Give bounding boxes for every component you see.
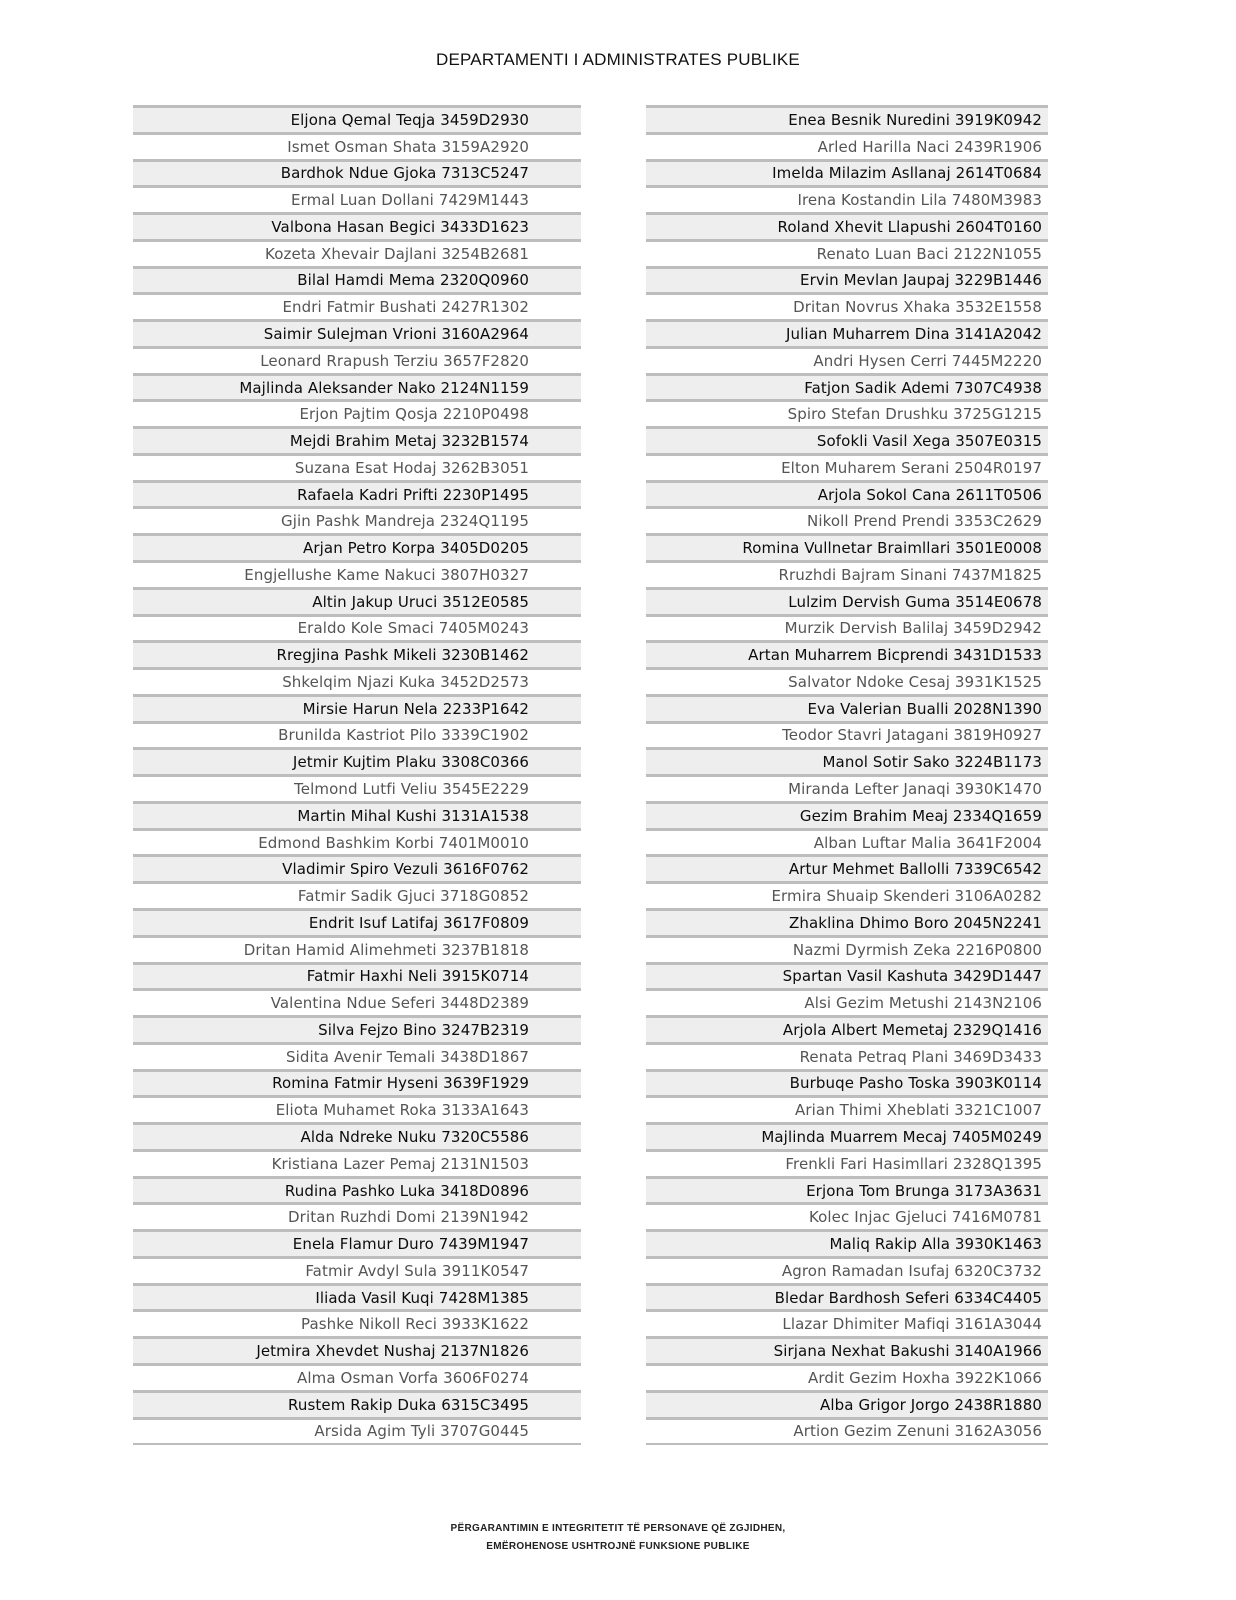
list-row [646,1229,1048,1256]
list-row [133,533,581,560]
person-entry: Pashke Nikoll Reci 3933K1622 [301,1315,529,1334]
list-row [133,1095,581,1122]
right-name-list [646,105,1048,1445]
person-entry: Alban Luftar Malia 3641F2004 [813,833,1042,852]
list-row [133,988,581,1015]
person-entry: Alba Grigor Jorgo 2438R1880 [820,1395,1042,1414]
person-entry: Gezim Brahim Meaj 2334Q1659 [799,806,1042,825]
person-entry: Valentina Ndue Seferi 3448D2389 [270,994,529,1013]
list-row [133,560,581,587]
list-row [133,426,581,453]
person-entry: Bardhok Ndue Gjoka 7313C5247 [280,164,529,183]
person-entry: Eljona Qemal Teqja 3459D2930 [290,110,529,129]
list-row [133,640,581,667]
list-row [646,908,1048,935]
list-row [133,1363,581,1390]
person-entry: Salvator Ndoke Cesaj 3931K1525 [788,672,1042,691]
list-row [646,667,1048,694]
list-row [133,453,581,480]
list-row [133,801,581,828]
person-entry: Shkelqim Njazi Kuka 3452D2573 [282,672,529,691]
list-row [133,935,581,962]
list-row [646,1256,1048,1283]
list-row [646,962,1048,989]
person-entry: Spiro Stefan Drushku 3725G1215 [787,405,1042,424]
person-entry: Alsi Gezim Metushi 2143N2106 [804,994,1042,1013]
list-row [646,533,1048,560]
person-entry: Llazar Dhimiter Mafiqi 3161A3044 [782,1315,1042,1334]
person-entry: Fatmir Haxhi Neli 3915K0714 [306,967,529,986]
list-row [646,1336,1048,1363]
person-entry: Ervin Mevlan Jaupaj 3229B1446 [800,271,1042,290]
list-row [133,1283,581,1310]
list-row [133,747,581,774]
person-entry: Rustem Rakip Duka 6315C3495 [288,1395,529,1414]
person-entry: Miranda Lefter Janaqi 3930K1470 [788,780,1042,799]
list-row [646,1122,1048,1149]
person-entry: Elton Muharem Serani 2504R0197 [781,458,1042,477]
person-entry: Dritan Ruzhdi Domi 2139N1942 [288,1208,529,1227]
person-entry: Lulzim Dervish Guma 3514E0678 [788,592,1042,611]
person-entry: Romina Vullnetar Braimllari 3501E0008 [742,539,1042,558]
list-row [133,1390,581,1417]
person-entry: Rafaela Kadri Prifti 2230P1495 [297,485,529,504]
person-entry: Andri Hysen Cerri 7445M2220 [813,351,1042,370]
list-row [133,319,581,346]
list-row [133,1015,581,1042]
person-entry: Sidita Avenir Temali 3438D1867 [286,1047,529,1066]
list-row [646,239,1048,266]
list-row [646,1417,1048,1444]
page-title: DEPARTAMENTI I ADMINISTRATES PUBLIKE [436,50,800,69]
person-entry: Eraldo Kole Smaci 7405M0243 [297,619,529,638]
person-entry: Nazmi Dyrmish Zeka 2216P0800 [792,940,1042,959]
person-entry: Telmond Lutfi Veliu 3545E2229 [294,780,529,799]
person-entry: Romina Fatmir Hyseni 3639F1929 [272,1074,529,1093]
list-row [646,319,1048,346]
person-entry: Alma Osman Vorfa 3606F0274 [297,1368,529,1387]
person-entry: Bledar Bardhosh Seferi 6334C4405 [774,1288,1042,1307]
list-row [646,587,1048,614]
person-entry: Ardit Gezim Hoxha 3922K1066 [808,1368,1042,1387]
list-row [646,1202,1048,1229]
person-entry: Nikoll Prend Prendi 3353C2629 [807,512,1042,531]
list-row [133,828,581,855]
person-entry: Valbona Hasan Begici 3433D1623 [271,217,529,236]
list-row [646,1069,1048,1096]
list-row [133,239,581,266]
person-entry: Burbuqe Pasho Toska 3903K0114 [789,1074,1042,1093]
list-row [646,747,1048,774]
person-entry: Eva Valerian Bualli 2028N1390 [807,699,1042,718]
person-entry: Rruzhdi Bajram Sinani 7437M1825 [778,565,1042,584]
person-entry: Julian Muharrem Dina 3141A2042 [785,325,1042,343]
list-row [646,640,1048,667]
list-row [133,1069,581,1096]
person-entry: Sirjana Nexhat Bakushi 3140A1966 [773,1342,1042,1361]
list-row [646,935,1048,962]
person-entry: Leonard Rrapush Terziu 3657F2820 [260,351,529,370]
person-entry: Rudina Pashko Luka 3418D0896 [284,1181,529,1200]
person-entry: Brunilda Kastriot Pilo 3339C1902 [278,726,529,745]
list-row [133,1122,581,1149]
list-row [646,614,1048,641]
list-row [133,105,581,132]
person-entry: Renata Petraq Plani 3469D3433 [799,1047,1042,1066]
person-entry: Arjola Albert Memetaj 2329Q1416 [782,1020,1042,1039]
person-entry: Zhaklina Dhimo Boro 2045N2241 [789,913,1042,932]
person-entry: Artur Mehmet Ballolli 7339C6542 [788,860,1042,879]
list-row [646,694,1048,721]
footer-line-2: EMËROHENOSE USHTROJNË FUNKSIONE PUBLIKE [486,1541,750,1552]
person-entry: Maliq Rakip Alla 3930K1463 [829,1235,1042,1254]
person-entry: Mejdi Brahim Metaj 3232B1574 [289,432,529,451]
person-entry: Enela Flamur Duro 7439M1947 [292,1235,529,1254]
list-row [646,506,1048,533]
list-row [133,1309,581,1336]
person-entry: Majlinda Aleksander Nako 2124N1159 [239,378,529,397]
person-entry: Iliada Vasil Kuqi 7428M1385 [315,1288,529,1307]
list-row [646,399,1048,426]
list-row [646,774,1048,801]
person-entry: Altin Jakup Uruci 3512E0585 [312,592,529,611]
list-row [646,185,1048,212]
person-entry: Fatmir Avdyl Sula 3911K0547 [305,1261,529,1280]
list-row [646,1095,1048,1122]
person-entry: Ermal Luan Dollani 7429M1443 [291,191,529,210]
list-row [646,560,1048,587]
person-entry: Murzik Dervish Balilaj 3459D2942 [784,619,1042,638]
person-entry: Arian Thimi Xheblati 3321C1007 [795,1101,1042,1120]
list-row [646,1363,1048,1390]
list-row [646,988,1048,1015]
list-row [133,1336,581,1363]
list-row [133,1256,581,1283]
person-entry: Manol Sotir Sako 3224B1173 [822,753,1042,772]
list-row [133,346,581,373]
list-row [646,1390,1048,1417]
person-entry: Arjan Petro Korpa 3405D0205 [303,539,529,558]
list-row [646,346,1048,373]
person-entry: Renato Luan Baci 2122N1055 [816,244,1042,263]
list-row [133,614,581,641]
list-row [133,721,581,748]
person-entry: Fatmir Sadik Gjuci 3718G0852 [297,887,529,906]
left-name-list [133,105,581,1445]
list-row [133,399,581,426]
list-row [133,1149,581,1176]
list-row [646,426,1048,453]
list-row [646,453,1048,480]
list-row [646,292,1048,319]
person-entry: Kolec Injac Gjeluci 7416M0781 [808,1208,1042,1227]
list-row [646,373,1048,400]
list-row [133,667,581,694]
person-entry: Jetmir Kujtim Plaku 3308C0366 [292,753,529,772]
person-entry: Gjin Pashk Mandreja 2324Q1195 [281,512,529,531]
person-entry: Majlinda Muarrem Mecaj 7405M0249 [761,1127,1042,1146]
person-entry: Arsida Agim Tyli 3707G0445 [314,1422,529,1441]
list-row [646,1176,1048,1203]
list-row [646,881,1048,908]
list-row [133,212,581,239]
list-row [646,132,1048,159]
person-entry: Irena Kostandin Lila 7480M3983 [797,191,1042,210]
list-row [646,828,1048,855]
person-entry: Bilal Hamdi Mema 2320Q0960 [297,271,529,290]
person-entry: Agron Ramadan Isufaj 6320C3732 [781,1261,1042,1280]
person-entry: Ermira Shuaip Skenderi 3106A0282 [771,887,1042,906]
list-row [646,159,1048,186]
list-row [133,132,581,159]
person-entry: Artion Gezim Zenuni 3162A3056 [793,1422,1042,1441]
person-entry: Alda Ndreke Nuku 7320C5586 [300,1127,529,1146]
list-row [133,962,581,989]
list-row [646,1309,1048,1336]
list-row [133,373,581,400]
person-entry: Silva Fejzo Bino 3247B2319 [318,1020,529,1039]
person-entry: Rregjina Pashk Mikeli 3230B1462 [276,646,529,665]
person-entry: Roland Xhevit Llapushi 2604T0160 [777,217,1042,236]
person-entry: Erjona Tom Brunga 3173A3631 [806,1181,1042,1200]
footer-line-1: PËRGARANTIMIN E INTEGRITETIT TË PERSONAVE QË ZGJIDHEN, [450,1523,786,1534]
list-bottom-rule [133,1443,581,1445]
person-entry: Arjola Sokol Cana 2611T0506 [817,485,1042,504]
list-row [133,159,581,186]
list-row [133,480,581,507]
list-row [646,1015,1048,1042]
person-entry: Artan Muharrem Bicprendi 3431D1533 [748,646,1042,665]
person-entry: Sofokli Vasil Xega 3507E0315 [816,432,1042,451]
list-row [133,1042,581,1069]
person-entry: Imelda Milazim Asllanaj 2614T0684 [772,164,1042,183]
person-entry: Suzana Esat Hodaj 3262B3051 [294,458,529,477]
person-entry: Endrit Isuf Latifaj 3617F0809 [308,913,529,932]
list-row [646,854,1048,881]
person-entry: Dritan Hamid Alimehmeti 3237B1818 [243,940,529,959]
person-entry: Enea Besnik Nuredini 3919K0942 [788,110,1042,129]
person-entry: Eliota Muhamet Roka 3133A1643 [275,1101,529,1120]
person-entry: Fatjon Sadik Ademi 7307C4938 [804,378,1042,397]
list-row [133,881,581,908]
list-row [133,587,581,614]
person-entry: Erjon Pajtim Qosja 2210P0498 [299,405,529,424]
list-row [133,694,581,721]
person-entry: Saimir Sulejman Vrioni 3160A2964 [263,325,529,343]
list-row [133,908,581,935]
list-row [646,1149,1048,1176]
person-entry: Kozeta Xhevair Dajlani 3254B2681 [265,244,529,263]
list-row [133,1176,581,1203]
person-entry: Arled Harilla Naci 2439R1906 [817,137,1042,156]
person-entry: Endri Fatmir Bushati 2427R1302 [282,298,529,317]
list-row [133,506,581,533]
list-row [646,801,1048,828]
person-entry: Frenkli Fari Hasimllari 2328Q1395 [785,1154,1042,1173]
person-entry: Edmond Bashkim Korbi 7401M0010 [258,833,529,852]
list-row [646,212,1048,239]
list-row [646,480,1048,507]
list-row [133,1202,581,1229]
person-entry: Martin Mihal Kushi 3131A1538 [297,806,529,825]
list-row [646,1042,1048,1069]
list-row [133,1417,581,1444]
list-row [646,721,1048,748]
list-row [646,1283,1048,1310]
person-entry: Jetmira Xhevdet Nushaj 2137N1826 [256,1342,529,1361]
list-row [133,1229,581,1256]
person-entry: Vladimir Spiro Vezuli 3616F0762 [282,860,529,879]
list-bottom-rule [646,1443,1048,1445]
list-row [646,105,1048,132]
page-footer [0,1520,1236,1556]
list-row [133,266,581,293]
person-entry: Engjellushe Kame Nakuci 3807H0327 [244,565,529,584]
list-row [133,292,581,319]
list-row [133,854,581,881]
person-entry: Kristiana Lazer Pemaj 2131N1503 [271,1154,529,1173]
list-row [646,266,1048,293]
list-row [133,185,581,212]
person-entry: Dritan Novrus Xhaka 3532E1558 [793,298,1042,317]
person-entry: Spartan Vasil Kashuta 3429D1447 [782,967,1042,986]
person-entry: Ismet Osman Shata 3159A2920 [287,137,529,156]
person-entry: Teodor Stavri Jatagani 3819H0927 [782,726,1042,745]
list-row [133,774,581,801]
person-entry: Mirsie Harun Nela 2233P1642 [302,699,529,718]
